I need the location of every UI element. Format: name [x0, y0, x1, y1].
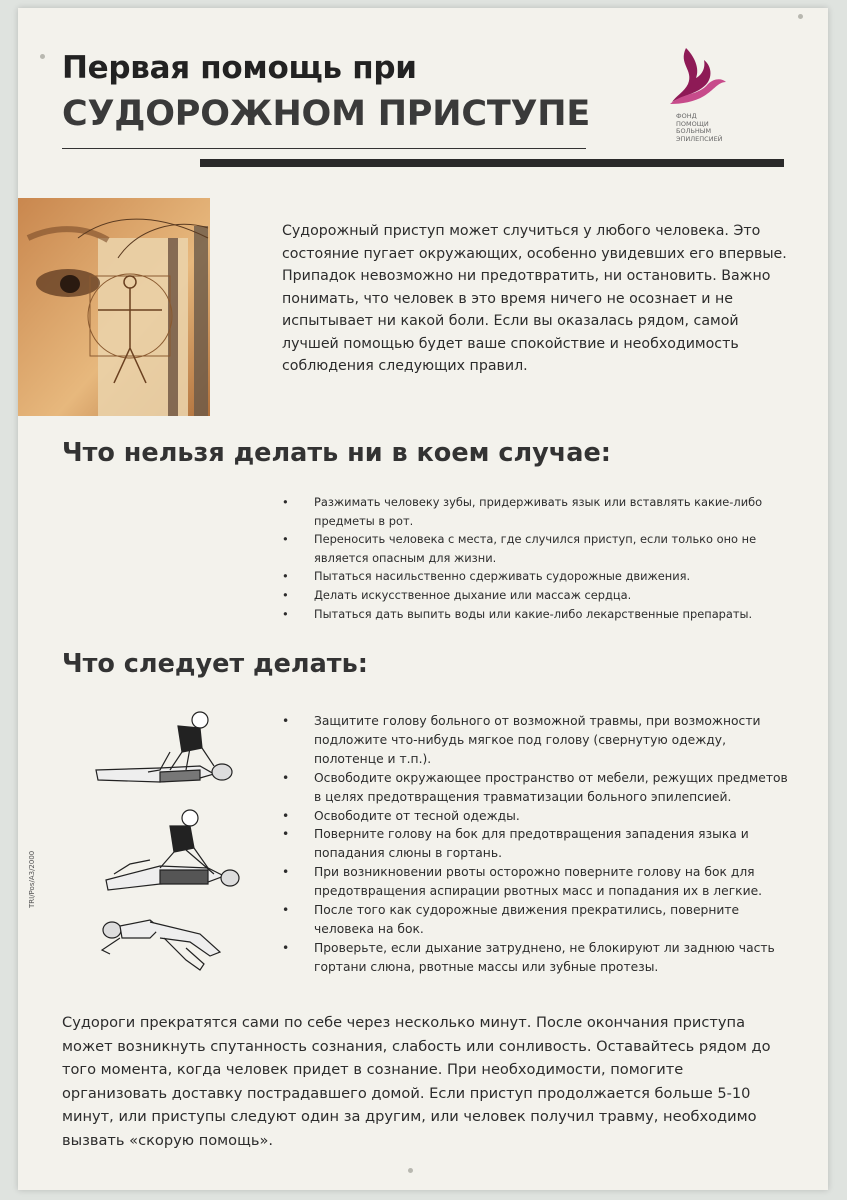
pin-hole [408, 1168, 413, 1173]
collage-image [18, 198, 210, 416]
flame-dove-icon [664, 44, 734, 114]
list-item: • После того как судорожные движения прекратились, поверните человека на бок. [282, 901, 798, 939]
title-underline [62, 148, 586, 149]
pin-hole [798, 14, 803, 19]
first-aid-illustrations [90, 708, 240, 978]
title-rule [200, 159, 784, 167]
poster [18, 8, 828, 1190]
list-item: • Переносить человека с места, где случился приступ, если только оно не является опасным для жизни. [282, 530, 796, 567]
title-line-2: СУДОРОЖНОМ ПРИСТУПЕ [62, 94, 591, 134]
list-item: • Защитите голову больного от возможной травмы, при возможности подложите что-нибудь мягкое под голову (свернутую одежду, полотенце и т.п.). [282, 712, 798, 769]
dont-heading: Что нельзя делать ни в коем случае: [62, 438, 611, 468]
list-item: • Пытаться насильственно сдерживать судорожные движения. [282, 567, 796, 586]
list-item: • При возникновении рвоты осторожно поверните голову на бок для предотвращения аспирации рвотных масс и попадания их в легкие. [282, 863, 798, 901]
intro-paragraph: Судорожный приступ может случиться у любого человека. Это состояние пугает окружающих, особенно увидевших его впервые. Припадок невозможно ни предотвратить, ни остановить. Важно понимать, что человек в это время ничего не осознает и не испытывает ни какой боли. Если вы оказалась рядом, самой лучшей помощью будет ваше спокойствие и необходимость соблюдения следующих правил. [282, 223, 787, 374]
pin-hole [40, 54, 45, 59]
list-item: • Делать искусственное дыхание или массаж сердца. [282, 586, 796, 605]
do-list [282, 712, 798, 977]
list-item: • Поверните голову на бок для предотвращения западения языка и попадания слюны в гортань. [282, 825, 798, 863]
list-item: • Проверьте, если дыхание затруднено, не блокируют ли заднюю часть гортани слюна, рвотные массы или зубные протезы. [282, 939, 798, 977]
list-item: • Разжимать человеку зубы, придерживать язык или вставлять какие-либо предметы в рот. [282, 493, 796, 530]
illustration-protect-head [96, 712, 232, 782]
logo-text: ФОНД ПОМОЩИ БОЛЬНЫМ ЭПИЛЕПСИЕЙ [676, 112, 723, 143]
illustration-recovery-position [102, 920, 220, 970]
list-item: • Пытаться дать выпить воды или какие-либо лекарственные препараты. [282, 605, 796, 624]
closing-paragraph: Судороги прекратятся сами по себе через несколько минут. После окончания приступа может возникнуть спутанность сознания, слабость или сонливость. Оставайтесь рядом до того момента, когда человек придет в сознание. При необходимости, помогите организовать доставку пострадавшего домой. Если приступ продолжается больше 5-10 минут, или приступы следуют один за другим, или человек получил травму, необходимо вызвать «скорую помощь». [62, 1014, 771, 1149]
illustration-turn-head [106, 810, 239, 890]
do-heading: Что следует делать: [62, 649, 368, 679]
side-code: TRI/Pos/A3/2000 [28, 850, 36, 908]
list-item: • Освободите от тесной одежды. [282, 807, 798, 826]
title-line-1: Первая помощь при [62, 50, 417, 86]
list-item: • Освободите окружающее пространство от мебели, режущих предметов в целях предотвращения травматизации больного эпилепсией. [282, 769, 798, 807]
dont-list [282, 493, 796, 623]
